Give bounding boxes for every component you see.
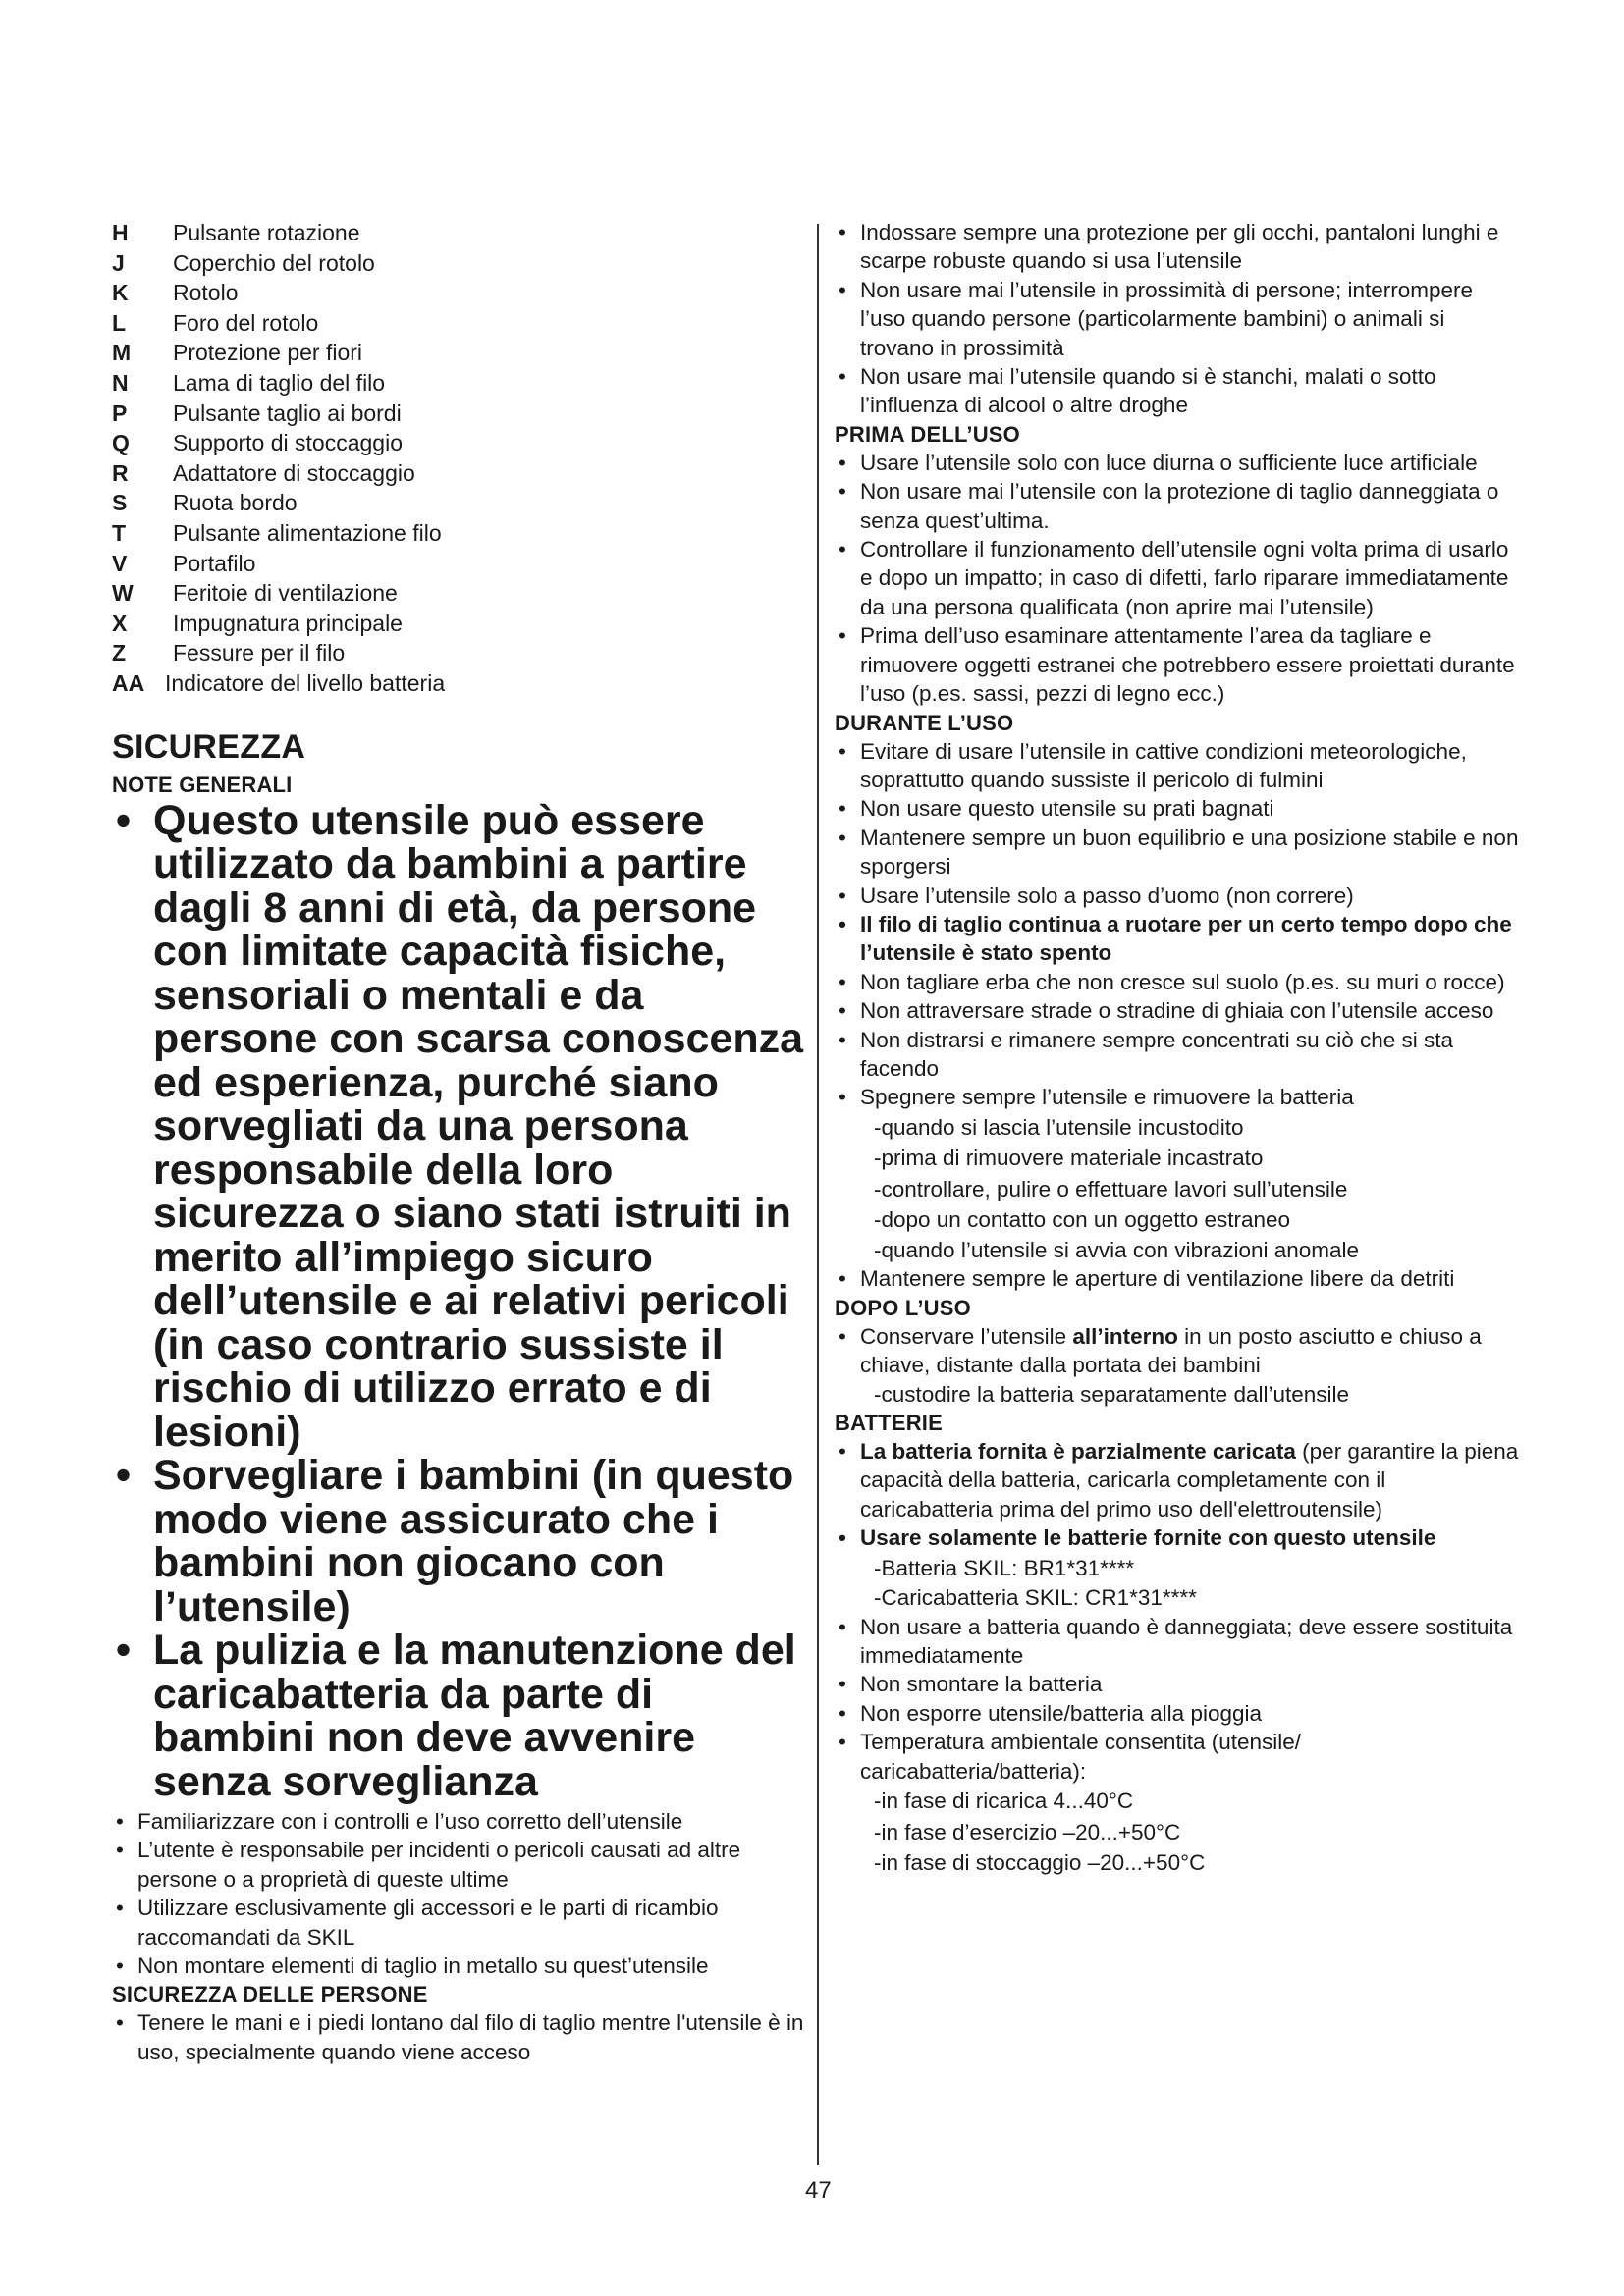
legend-label: Portafilo xyxy=(173,550,256,576)
legend-row xyxy=(112,609,804,639)
legend-label: Coperchio del rotolo xyxy=(173,249,375,276)
during-use-items xyxy=(835,737,1522,1112)
list-item: • Temperatura ambientale consentita (utensile/ caricabatteria/batteria): xyxy=(835,1728,1522,1786)
legend-row xyxy=(112,278,804,308)
legend-key: W xyxy=(112,580,134,607)
list-item: • Mantenere sempre un buon equilibrio e una posizione stabile e non sporgersi xyxy=(835,824,1522,881)
big-warning: • Sorvegliare i bambini (in questo modo viene assicurato che i bambini non giocano con l’utensile) xyxy=(112,1454,804,1629)
list-item: • Mantenere sempre le aperture di ventilazione libere da detriti xyxy=(835,1264,1522,1293)
list-item xyxy=(835,1437,1522,1523)
legend-label: Pulsante taglio ai bordi xyxy=(173,400,402,426)
legend-key: X xyxy=(112,610,128,636)
battery-more-items xyxy=(835,1613,1522,1786)
legend-key: H xyxy=(112,220,129,245)
legend-label: Pulsante alimentazione filo xyxy=(173,519,442,546)
persons-items-right xyxy=(835,218,1522,420)
legend-key: M xyxy=(112,340,132,366)
left-column xyxy=(112,218,804,2066)
sub-item: -in fase d’esercizio –20...+50°C xyxy=(874,1819,1181,1844)
sub-item: -Batteria SKIL: BR1*31**** xyxy=(874,1555,1135,1580)
legend-key: K xyxy=(112,280,129,306)
legend-key: S xyxy=(112,490,128,516)
battery-models xyxy=(835,1553,1522,1613)
sub-item: -Caricabatteria SKIL: CR1*31**** xyxy=(874,1585,1197,1611)
legend-row xyxy=(112,549,804,579)
persons-items-left xyxy=(112,2008,804,2066)
legend-row xyxy=(112,308,804,339)
legend-row xyxy=(112,399,804,429)
list-item: • Non distrarsi e rimanere sempre concentrati su ciò che si sta facendo xyxy=(835,1026,1522,1084)
column-divider xyxy=(817,224,819,2165)
persons-heading: SICUREZZA DELLE PERSONE xyxy=(112,1982,428,2007)
legend-key: Z xyxy=(112,640,127,667)
legend-label: Protezione per fiori xyxy=(173,340,363,366)
after-pre: Conservare l’utensile xyxy=(860,1323,1073,1349)
legend-row xyxy=(112,668,804,699)
legend-key: V xyxy=(112,550,128,576)
list-item: • L’utente è responsabile per incidenti o pericoli causati ad altre persone o a proprietà di queste ultime xyxy=(112,1836,804,1894)
sub-item: -quando si lascia l’utensile incustodito xyxy=(874,1114,1244,1140)
list-item: • Utilizzare esclusivamente gli accessori e le parti di ricambio raccomandati da SKIL xyxy=(112,1894,804,1951)
legend-label: Indicatore del livello batteria xyxy=(165,669,446,696)
before-use-heading: PRIMA DELL’USO xyxy=(835,421,1020,447)
list-item: • Familiarizzare con i controlli e l’uso corretto dell’utensile xyxy=(112,1807,804,1836)
legend-row xyxy=(112,428,804,458)
list-item: • Evitare di usare l’utensile in cattive condizioni meteorologiche, soprattutto quando sussiste il pericolo di fulmini xyxy=(835,737,1522,795)
during-last-item xyxy=(835,1264,1522,1293)
list-item: • Usare l’utensile solo con luce diurna o sufficiente luce artificiale xyxy=(835,449,1522,477)
during-use-heading: DURANTE L’USO xyxy=(835,710,1014,735)
legend-label: Rotolo xyxy=(173,280,239,306)
after-use-heading: DOPO L’USO xyxy=(835,1295,971,1320)
before-use-items xyxy=(835,449,1522,709)
legend-label: Feritoie di ventilazione xyxy=(173,580,398,607)
list-item xyxy=(835,1322,1522,1380)
legend-key: L xyxy=(112,309,127,336)
list-item: • Usare l’utensile solo a passo d’uomo (non correre) xyxy=(835,881,1522,910)
big-warning: • Questo utensile può essere utilizzato da bambini a partire dagli 8 anni di età, da persone con limitate capacità fisiche, sensoriali o mentali e da persone con scarsa conoscenza ed esperienza, purché siano sorvegliati da una persona responsabile della loro sicurezza o siano stati istruiti in merito all’impiego sicuro dell’utensile e ai relativi pericoli (in caso contrario sussiste il rischio di utilizzo errato e di lesioni) xyxy=(112,799,804,1455)
general-items xyxy=(112,1807,804,1980)
list-item: • Non tagliare erba che non cresce sul suolo (p.es. su muri o rocce) xyxy=(835,968,1522,996)
legend-label: Ruota bordo xyxy=(173,490,298,516)
list-item: • Tenere le mani e i piedi lontano dal filo di taglio mentre l'utensile è in uso, specialmente quando viene acceso xyxy=(112,2008,804,2066)
legend-row xyxy=(112,368,804,399)
legend-key: AA xyxy=(112,669,145,696)
list-item: • Spegnere sempre l’utensile e rimuovere la batteria xyxy=(835,1083,1522,1111)
list-item: • Non usare mai l’utensile in prossimità di persone; interrompere l’uso quando persone (particolarmente bambini) o animali si trovano in prossimità xyxy=(835,276,1522,362)
legend-label: Foro del rotolo xyxy=(173,309,319,336)
sub-item: -quando l’utensile si avvia con vibrazioni anomale xyxy=(874,1237,1360,1262)
legend-row xyxy=(112,578,804,609)
right-column xyxy=(835,218,1522,1879)
sub-item: -controllare, pulire o effettuare lavori sull’utensile xyxy=(874,1176,1348,1201)
legend-label: Impugnatura principale xyxy=(173,610,403,636)
big-warnings xyxy=(112,796,804,1805)
legend-row xyxy=(112,458,804,489)
list-item: • Controllare il funzionamento dell’utensile ogni volta prima di usarlo e dopo un impatto; in caso di difetti, farlo riparare immediatamente da una persona qualificata (non aprire mai l’utensile) xyxy=(835,535,1522,621)
list-item: • Non smontare la batteria xyxy=(835,1670,1522,1698)
general-heading: NOTE GENERALI xyxy=(112,772,293,797)
page-number: 47 xyxy=(805,2177,832,2204)
list-item: • Non montare elementi di taglio in metallo su quest’utensile xyxy=(112,1951,804,1980)
legend-key: J xyxy=(112,249,125,276)
sub-item: -in fase di stoccaggio –20...+50°C xyxy=(874,1850,1206,1876)
legend-label: Adattatore di stoccaggio xyxy=(173,459,415,486)
sub-item: -custodire la batteria separatamente dall’utensile xyxy=(874,1381,1350,1407)
legend-key: Q xyxy=(112,430,130,456)
legend-key: T xyxy=(112,519,127,546)
legend-row xyxy=(112,248,804,279)
parts-legend xyxy=(112,218,804,699)
legend-row xyxy=(112,518,804,549)
legend-row xyxy=(112,638,804,668)
legend-label: Lama di taglio del filo xyxy=(173,369,386,396)
legend-key: R xyxy=(112,459,129,486)
list-item-bold: • Il filo di taglio continua a ruotare per un certo tempo dopo che l’utensile è stato spento xyxy=(835,910,1522,968)
after-post: in un posto asciutto e chiuso a chiave, distante dalla portata dei bambini xyxy=(860,1323,1482,1378)
big-warning: • La pulizia e la manutenzione del caricabatteria da parte di bambini non deve avvenire senza sorveglianza xyxy=(112,1629,804,1803)
list-item: • Non esporre utensile/batteria alla pioggia xyxy=(835,1699,1522,1728)
list-item: • Prima dell’uso esaminare attentamente l’area da tagliare e rimuovere oggetti estranei che potrebbero essere proiettati durante l’uso (p.es. sassi, pezzi di legno ecc.) xyxy=(835,621,1522,708)
sub-item: -dopo un contatto con un oggetto estraneo xyxy=(874,1207,1291,1233)
legend-label: Pulsante rotazione xyxy=(173,220,360,245)
legend-label: Fessure per il filo xyxy=(173,640,346,667)
after-use-items xyxy=(835,1322,1522,1380)
list-item: • Non usare a batteria quando è danneggiata; deve essere sostituita immediatamente xyxy=(835,1613,1522,1671)
legend-row xyxy=(112,488,804,518)
battery-heading: BATTERIE xyxy=(835,1411,943,1435)
legend-key: P xyxy=(112,400,128,426)
section-title: SICUREZZA xyxy=(112,727,306,766)
sub-item: -in fase di ricarica 4...40°C xyxy=(874,1789,1134,1814)
during-sub-items xyxy=(835,1112,1522,1265)
list-item-bold: • Usare solamente le batterie fornite con questo utensile xyxy=(835,1523,1522,1552)
legend-row xyxy=(112,218,804,248)
legend-row xyxy=(112,338,804,368)
temperature-ranges xyxy=(835,1786,1522,1879)
list-item: • Indossare sempre una protezione per gli occhi, pantaloni lunghi e scarpe robuste quando si usa l’utensile xyxy=(835,218,1522,276)
battery-items xyxy=(835,1437,1522,1553)
sub-item: -prima di rimuovere materiale incastrato xyxy=(874,1146,1264,1171)
battery-1-bold: La batteria fornita è parzialmente caricata xyxy=(860,1439,1296,1464)
after-bold: all’interno xyxy=(1072,1323,1178,1349)
list-item: • Non usare mai l’utensile quando si è stanchi, malati o sotto l’influenza di alcool o altre droghe xyxy=(835,362,1522,420)
list-item: • Non usare mai l’utensile con la protezione di taglio danneggiata o senza quest’ultima. xyxy=(835,477,1522,535)
legend-key: N xyxy=(112,369,129,396)
list-item: • Non attraversare strade o stradine di ghiaia con l’utensile acceso xyxy=(835,996,1522,1025)
battery-1-rest: (per garantire la piena capacità della batteria, caricarla completamente con il caricabatteria prima del primo uso dell'elettroutensile) xyxy=(860,1439,1519,1522)
list-item: • Non usare questo utensile su prati bagnati xyxy=(835,794,1522,823)
legend-label: Supporto di stoccaggio xyxy=(173,430,403,456)
